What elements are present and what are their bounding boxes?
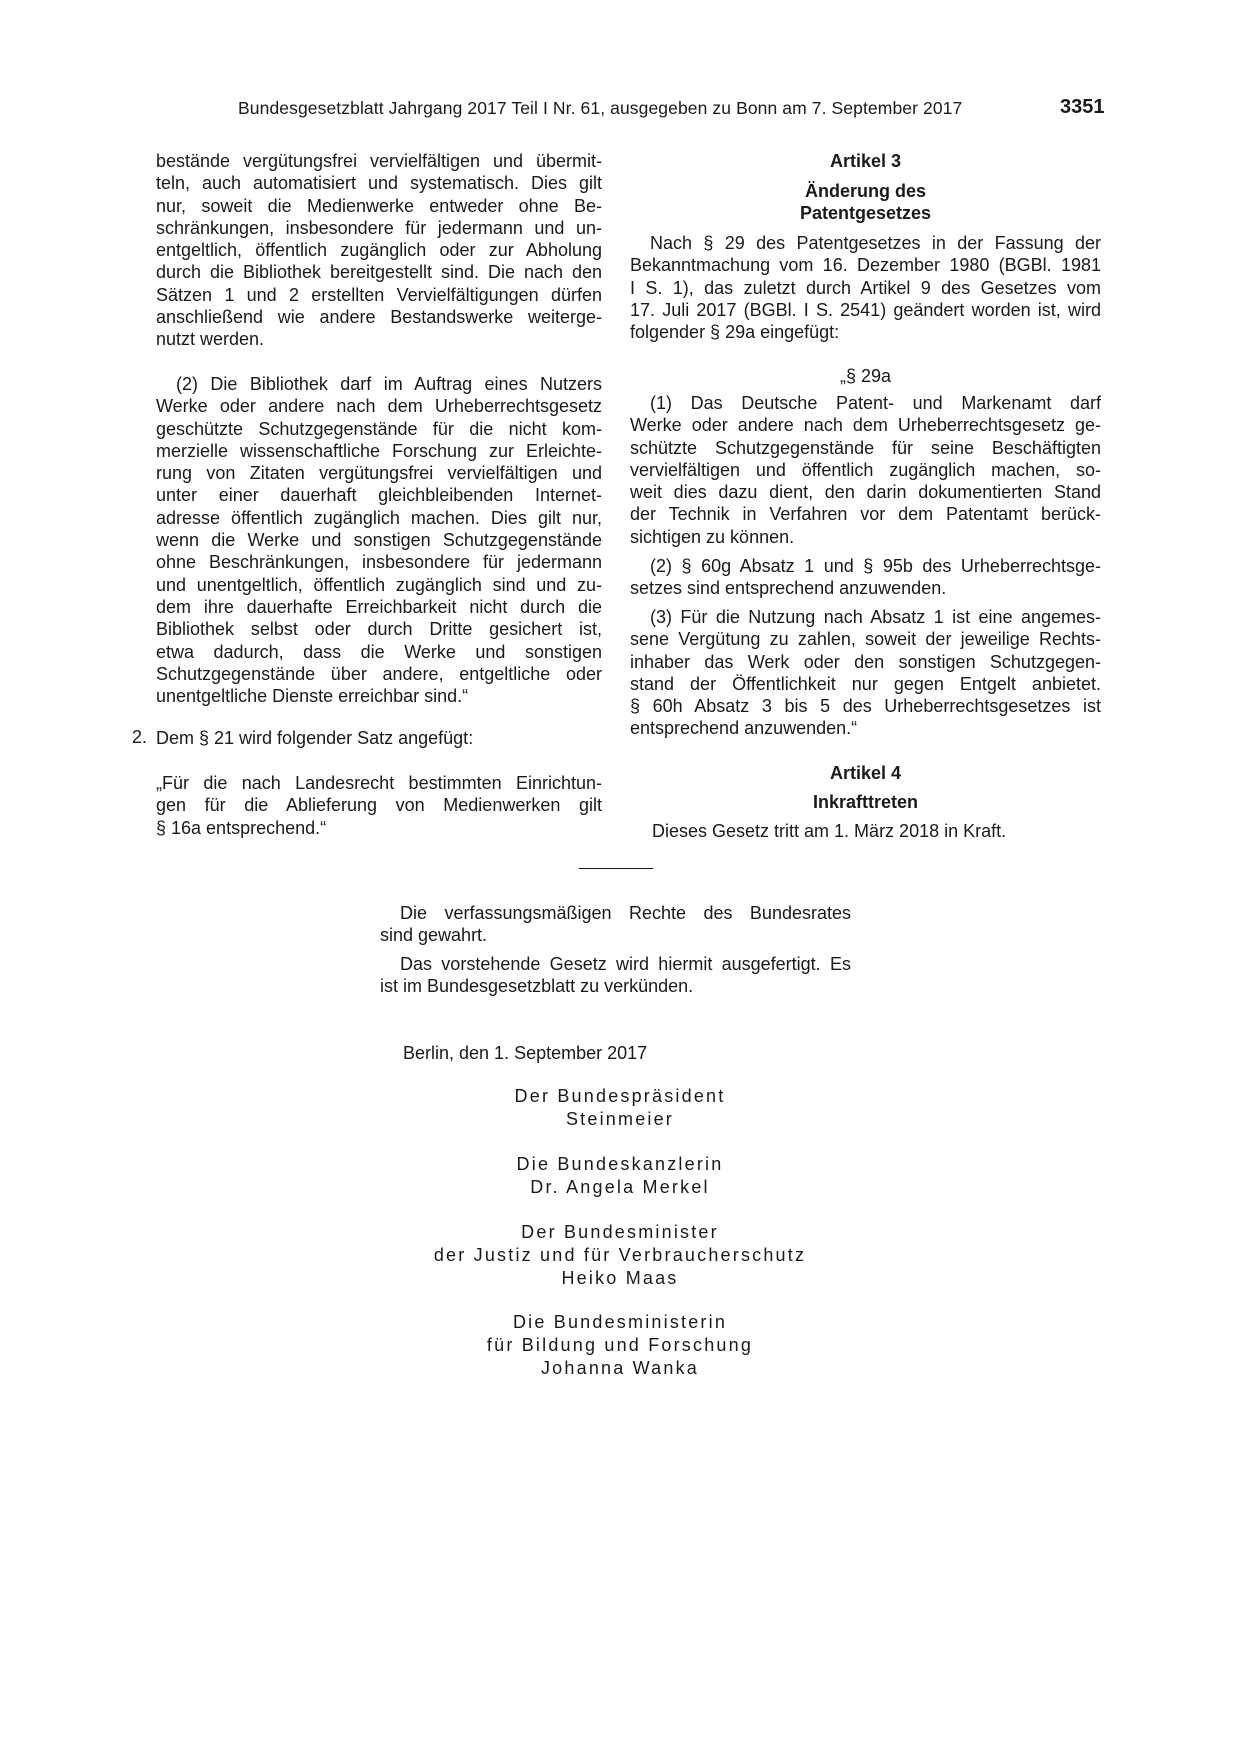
- text-line: ohne Beschränkungen, insbesondere für jedermann: [156, 552, 602, 573]
- text-line: Nach § 29 des Patentgesetzes in der Fassung der: [650, 233, 1101, 253]
- text-line: schränkungen, insbesondere für jedermann und un-: [156, 217, 602, 238]
- signatory-role: Der Bundespräsident: [514, 1086, 726, 1106]
- text-line: Das vorstehende Gesetz wird hiermit ausgefertigt. Es: [400, 954, 851, 974]
- signatory-role: Der Bundesminister: [521, 1222, 719, 1242]
- signatory-role-line-2: für Bildung und Forschung: [486, 1335, 754, 1355]
- text-line: adresse öffentlich zugänglich machen. Dies gilt nur,: [156, 507, 602, 528]
- section-29a-abs-1: [630, 392, 1101, 548]
- separator-rule: [579, 868, 653, 869]
- article-3-heading-line-1: Änderung des: [804, 181, 926, 201]
- text-line: (2) Die Bibliothek darf im Auftrag eines Nutzers: [176, 374, 602, 394]
- text-line: (1) Das Deutsche Patent- und Markenamt darf: [650, 393, 1101, 413]
- text-line: merzielle wissenschaftliche Forschung zur Erleichte-: [156, 440, 602, 461]
- page-number: 3351: [1060, 96, 1105, 118]
- text-line: Bekanntmachung vom 16. Dezember 1980 (BGBl. 1981: [630, 255, 1101, 276]
- text-line: Bibliothek selbst oder durch Dritte gesichert ist,: [156, 619, 602, 640]
- signature-block-1: [380, 1085, 860, 1131]
- article-3-heading-line-2: Patentgesetzes: [799, 203, 932, 223]
- text-line: sind gewahrt.: [380, 925, 488, 946]
- text-line: schützte Schutzgegenstände für seine Beschäftigten: [630, 437, 1101, 458]
- text-line: vervielfältigen und öffentlich zugänglich machen, so-: [630, 459, 1101, 480]
- text-line: teln, auch automatisiert und systematisch. Dies gilt: [156, 173, 602, 194]
- item-2-text: Dem § 21 wird folgender Satz angefügt:: [156, 728, 474, 748]
- item-number: 2.: [132, 727, 148, 747]
- text-line: unter einer dauerhaft gleichbleibenden Internet-: [156, 485, 602, 506]
- closing-paragraph-2: [380, 953, 851, 998]
- text-line: entgeltlich, öffentlich zugänglich oder zur Abholung: [156, 240, 602, 261]
- left-paragraph-1: [156, 150, 602, 351]
- text-line: gen für die Ablieferung von Medienwerken gilt: [156, 795, 602, 816]
- text-line: durch die Bibliothek bereitgestellt sind. Die nach den: [156, 262, 602, 283]
- text-line: rung von Zitaten vergütungsfrei vervielfältigen und: [156, 463, 602, 484]
- text-line: geschützte Schutzgegenstände für die nicht kom-: [156, 418, 602, 439]
- text-line: dem ihre dauerhafte Erreichbarkeit nicht durch die: [156, 596, 602, 617]
- text-line: 17. Juli 2017 (BGBl. I S. 2541) geändert worden ist, wird: [630, 299, 1101, 320]
- signatory-name: Heiko Maas: [561, 1268, 679, 1288]
- text-line: ist im Bundesgesetzblatt zu verkünden.: [380, 976, 694, 997]
- signatory-name: Dr. Angela Merkel: [530, 1177, 710, 1197]
- article-3-intro: [630, 232, 1101, 343]
- text-line: § 60h Absatz 3 bis 5 des Urheberrechtsgesetzes ist: [630, 696, 1101, 717]
- article-4-title: Artikel 4: [829, 763, 902, 783]
- text-line: „Für die nach Landesrecht bestimmten Einrichtun-: [156, 773, 602, 793]
- text-line: unentgeltliche Dienste erreichbar sind.“: [156, 686, 469, 707]
- signatory-role: Die Bundesministerin: [512, 1312, 728, 1332]
- section-29a-abs-3: [630, 606, 1101, 740]
- text-line: etwa dadurch, dass die Werke und sonstigen: [156, 641, 602, 662]
- article-4-heading: Inkrafttreten: [812, 792, 919, 812]
- text-line: folgender § 29a eingefügt:: [630, 322, 840, 343]
- running-header: Bundesgesetzblatt Jahrgang 2017 Teil I Nr. 61, ausgegeben zu Bonn am 7. September 2017: [238, 98, 963, 118]
- text-line: (3) Für die Nutzung nach Absatz 1 ist eine angemes-: [650, 607, 1101, 627]
- text-line: anschließend wie andere Bestandswerke weiterge-: [156, 307, 602, 328]
- text-line: wenn die Werke und sonstigen Schutzgegenstände: [156, 530, 602, 551]
- closing-paragraph-1: [380, 902, 851, 947]
- text-line: Werke oder andere nach dem Urheberrechtsgesetz ge-: [630, 415, 1101, 436]
- article-3-title: Artikel 3: [829, 151, 902, 171]
- text-line: Schutzgegenstände über andere, entgeltliche oder: [156, 663, 602, 684]
- text-line: inhaber das Werk oder den sonstigen Schutzgegen-: [630, 651, 1101, 672]
- signatory-role-line-2: der Justiz und für Verbraucherschutz: [433, 1245, 807, 1265]
- signatory-name: Johanna Wanka: [540, 1358, 700, 1378]
- text-line: weit dies dazu dient, den darin dokumentierten Stand: [630, 482, 1101, 503]
- signature-block-2: [380, 1153, 860, 1199]
- quoted-sentence: [156, 772, 602, 839]
- left-paragraph-2: [156, 373, 602, 707]
- text-line: setzes sind entsprechend anzuwenden.: [630, 578, 947, 599]
- section-29a-title: „§ 29a: [839, 366, 892, 386]
- text-line: Die verfassungsmäßigen Rechte des Bundesrates: [400, 903, 851, 923]
- article-4-text: Dieses Gesetz tritt am 1. März 2018 in Kraft.: [652, 821, 1007, 841]
- signature-block-3: [380, 1221, 860, 1290]
- text-line: I S. 1), das zuletzt durch Artikel 9 des Gesetzes vom: [630, 277, 1101, 298]
- signatory-role: Die Bundeskanzlerin: [516, 1154, 724, 1174]
- text-line: sene Vergütung zu zahlen, soweit der jeweilige Rechts-: [630, 629, 1101, 650]
- text-line: § 16a entsprechend.“: [156, 817, 327, 838]
- text-line: nur, soweit die Medienwerke entweder ohne Be-: [156, 195, 602, 216]
- text-line: Sätzen 1 und 2 erstellten Vervielfältigungen dürfen: [156, 284, 602, 305]
- text-line: sichtigen zu können.: [630, 526, 795, 547]
- signature-block-4: [380, 1311, 860, 1380]
- text-line: bestände vergütungsfrei vervielfältigen und übermit-: [156, 151, 602, 171]
- text-line: (2) § 60g Absatz 1 und § 95b des Urheberrechtsge-: [650, 556, 1101, 576]
- text-line: und unentgeltlich, öffentlich zugänglich sind und zu-: [156, 574, 602, 595]
- text-line: nutzt werden.: [156, 329, 265, 350]
- text-line: Werke oder andere nach dem Urheberrechtsgesetz: [156, 396, 602, 417]
- text-line: stand der Öffentlichkeit nur gegen Entgelt anbietet.: [630, 673, 1101, 694]
- text-line: entsprechend anzuwenden.“: [630, 718, 858, 739]
- text-line: der Technik in Verfahren vor dem Patentamt berück-: [630, 504, 1101, 525]
- section-29a-abs-2: [630, 555, 1101, 600]
- place-and-date: Berlin, den 1. September 2017: [403, 1043, 648, 1063]
- signatory-name: Steinmeier: [565, 1109, 675, 1129]
